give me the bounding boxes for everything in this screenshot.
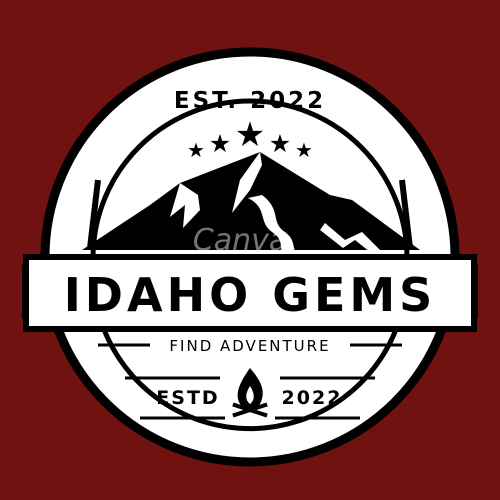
star-icon: ★ — [208, 129, 232, 158]
tagline-text: FIND ADVENTURE — [169, 337, 331, 355]
star-icon: ★ — [268, 129, 292, 158]
title-text: IDAHO GEMS — [63, 268, 437, 322]
estd-year: 2022 — [281, 387, 343, 409]
star-icon: ★ — [295, 138, 313, 162]
star-icon: ★ — [234, 115, 266, 155]
est-top-text: EST. 2022 — [173, 88, 327, 114]
estd-label: ESTD — [156, 387, 220, 409]
star-icon: ★ — [187, 138, 205, 162]
watermark-text: Canva — [192, 223, 288, 258]
